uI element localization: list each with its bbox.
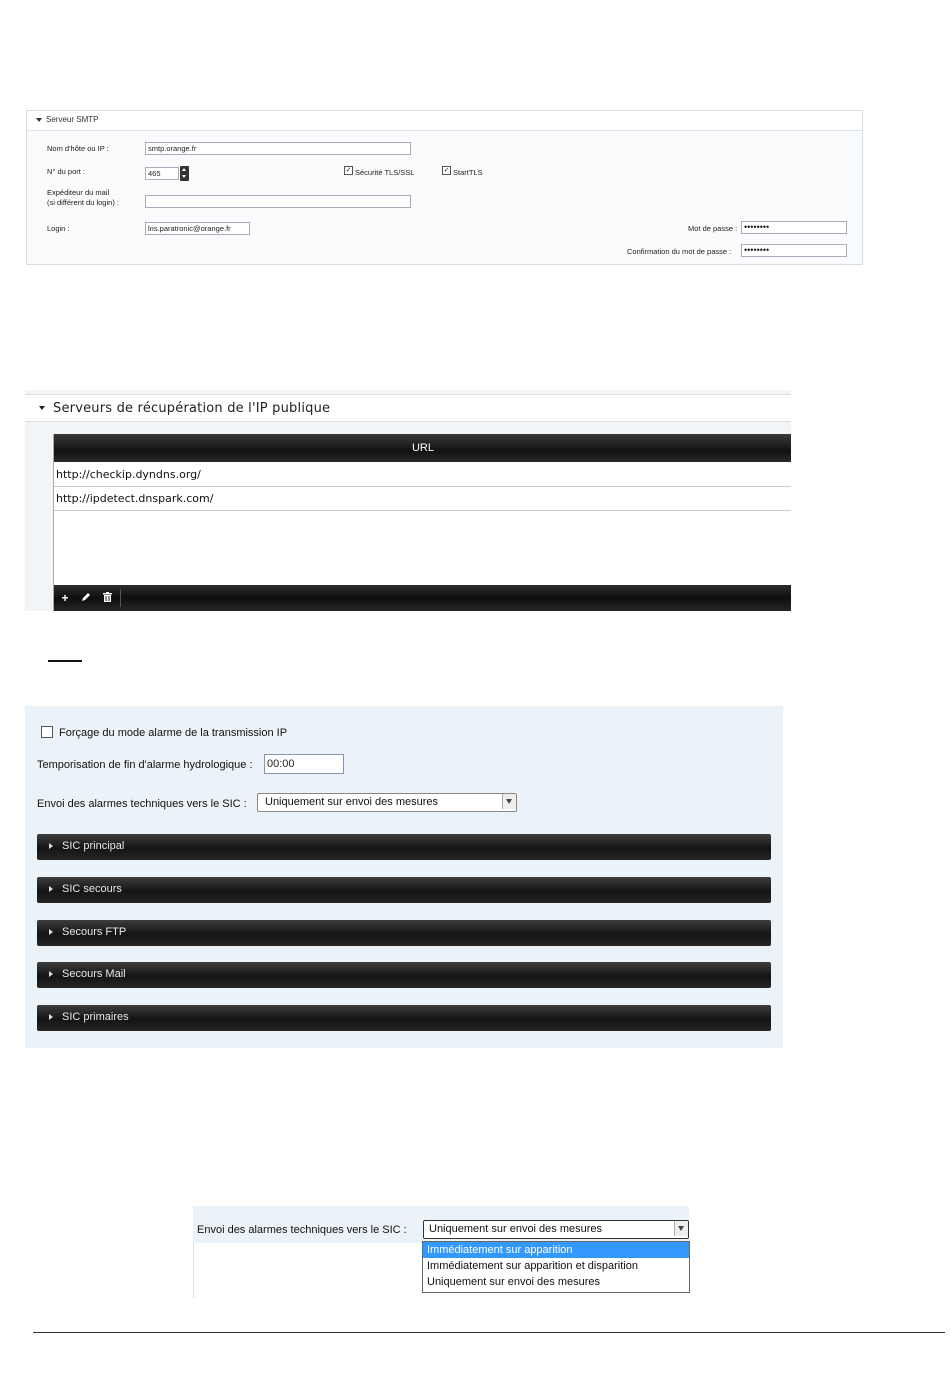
port-input[interactable]: 465 (145, 167, 179, 180)
smtp-panel-header[interactable] (27, 111, 862, 131)
expand-triangle-icon (49, 1014, 53, 1020)
plus-icon[interactable]: + (61, 591, 69, 605)
sender-label-line2: (si différent du login) : (47, 198, 119, 207)
ip-servers-title: Serveurs de récupération de l'IP publique (53, 401, 331, 416)
sic-panel (25, 706, 783, 1048)
starttls-checkbox[interactable]: ✓ (443, 167, 450, 174)
sender-label-line1: Expéditeur du mail (47, 188, 110, 197)
grid-toolbar (54, 585, 791, 611)
ip-servers-panel (25, 390, 791, 611)
url-cell: http://ipdetect.dnspark.com/ (56, 492, 214, 505)
force-alarm-label: Forçage du mode alarme de la transmission IP (59, 727, 288, 739)
host-label: Nom d'hôte ou IP : (47, 144, 109, 153)
section-label: SIC primaires (62, 1011, 129, 1023)
section-secours-mail[interactable] (37, 962, 771, 988)
delay-label: Temporisation de fin d'alarme hydrologique : (37, 759, 253, 771)
dropdown-demo-edge (193, 1243, 194, 1298)
tech-alarm-select[interactable] (257, 793, 517, 812)
sender-input[interactable] (145, 195, 411, 208)
page-footer-line (33, 1332, 945, 1333)
url-cell: http://checkip.dyndns.org/ (56, 468, 201, 481)
force-alarm-checkbox[interactable] (41, 726, 53, 738)
starttls-label: StartTLS (453, 168, 483, 177)
dropdown-demo (193, 1206, 689, 1298)
divider-dash (48, 660, 82, 662)
expand-triangle-icon (49, 971, 53, 977)
expand-triangle-icon (49, 886, 53, 892)
trash-icon[interactable] (100, 591, 114, 605)
dropdown-options-list (422, 1241, 690, 1293)
tls-checkbox[interactable]: ✓ (345, 167, 352, 174)
section-sic-primaires[interactable] (37, 1005, 771, 1031)
host-input[interactable]: smtp.orange.fr (145, 142, 411, 155)
url-grid (53, 434, 791, 611)
url-column-header-label: URL (411, 442, 434, 454)
dropdown-option[interactable]: Immédiatement sur apparition (423, 1242, 689, 1258)
port-spinner-icon[interactable] (180, 166, 189, 181)
confirm-password-label: Confirmation du mot de passe : (627, 247, 732, 256)
section-sic-principal[interactable] (37, 834, 771, 860)
confirm-password-input[interactable]: •••••••• (741, 244, 847, 257)
chevron-down-icon[interactable] (674, 1221, 688, 1236)
dropdown-option[interactable]: Uniquement sur envoi des mesures (427, 1276, 601, 1288)
collapse-triangle-icon (39, 406, 45, 410)
section-secours-ftp[interactable] (37, 920, 771, 946)
tech-alarm-select-open[interactable] (423, 1220, 689, 1239)
collapse-triangle-icon (36, 118, 42, 122)
smtp-panel (26, 110, 863, 265)
tech-alarm-label: Envoi des alarmes techniques vers le SIC : (197, 1224, 407, 1236)
section-label: Secours Mail (62, 968, 126, 980)
expand-triangle-icon (49, 929, 53, 935)
delay-input[interactable]: 00:00 (264, 754, 344, 774)
table-row[interactable] (54, 463, 791, 487)
dropdown-option[interactable]: Immédiatement sur apparition et disparition (427, 1260, 638, 1272)
chevron-down-icon[interactable] (502, 794, 516, 809)
login-input[interactable]: lns.paratronic@orange.fr (145, 222, 250, 235)
section-label: SIC principal (62, 840, 125, 852)
tech-alarm-label: Envoi des alarmes techniques vers le SIC : (37, 798, 247, 810)
tls-label: Sécurité TLS/SSL (355, 168, 415, 177)
section-sic-secours[interactable] (37, 877, 771, 903)
password-label: Mot de passe : (688, 224, 738, 233)
url-column-header[interactable] (54, 434, 791, 462)
toolbar-separator (120, 589, 121, 607)
port-label: N° du port : (47, 167, 86, 176)
section-label: Secours FTP (62, 926, 127, 938)
tech-alarm-select-value: Uniquement sur envoi des mesures (429, 1223, 603, 1235)
expand-triangle-icon (49, 843, 53, 849)
section-label: SIC secours (62, 883, 122, 895)
pencil-icon[interactable] (79, 591, 93, 605)
login-label: Login : (47, 224, 70, 233)
ip-servers-header[interactable] (25, 394, 791, 422)
password-input[interactable]: •••••••• (741, 221, 847, 234)
smtp-panel-title: Serveur SMTP (46, 115, 99, 124)
tech-alarm-select-value: Uniquement sur envoi des mesures (265, 796, 439, 808)
table-row[interactable] (54, 487, 791, 511)
